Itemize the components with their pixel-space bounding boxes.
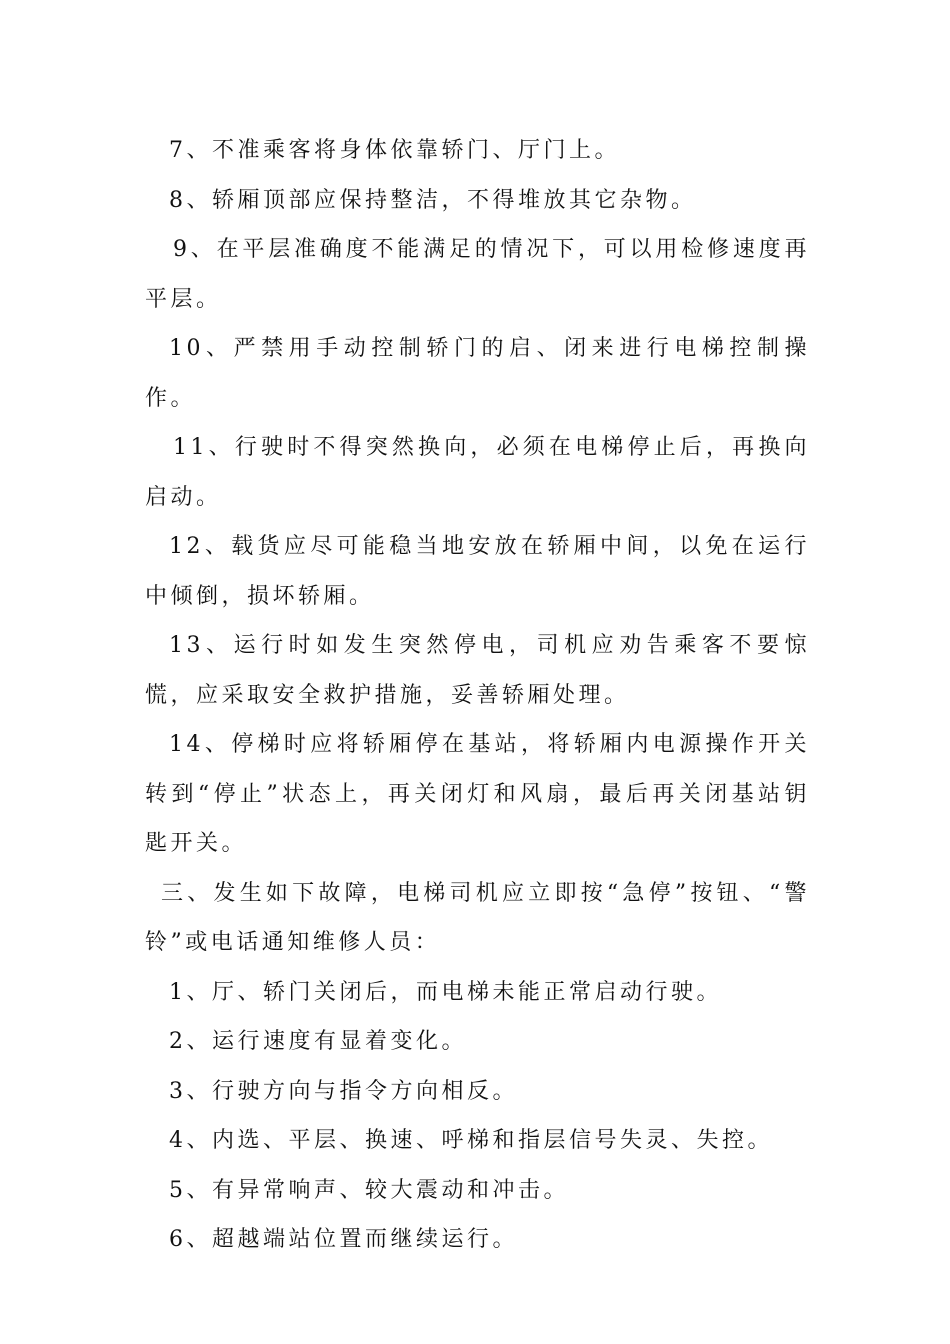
fault-item-5: 5、有异常响声、较大震动和冲击。 xyxy=(169,1177,569,1203)
rule-item-14: 14、停梯时应将轿厢停在基站，将轿厢内电源操作开关转到“停止”状态上，再关闭灯和风扇，最后再关闭基站钥匙开关。 xyxy=(145,732,810,856)
rule-item-7: 7、不准乘客将身体依靠轿门、厅门上。 xyxy=(169,138,620,163)
fault-item-3: 3、行驶方向与指令方向相反。 xyxy=(169,1078,518,1104)
fault-item-4: 4、内选、平层、换速、呼梯和指层信号失灵、失控。 xyxy=(169,1128,773,1153)
rule-item-13: 13、运行时如发生突然停电，司机应劝告乘客不要惊慌，应采取安全救护措施，妥善轿厢处理。 xyxy=(145,633,810,708)
fault-item-2: 2、运行速度有显着变化。 xyxy=(169,1029,467,1054)
rule-item-10: 10、严禁用手动控制轿门的启、闭来进行电梯控制操作。 xyxy=(145,336,810,411)
fault-item-6: 6、超越端站位置而继续运行。 xyxy=(169,1227,518,1252)
section-heading-3: 三、发生如下故障，电梯司机应立即按“急停”按钮、“警铃”或电话通知维修人员： xyxy=(145,880,810,955)
rule-item-12: 12、载货应尽可能稳当地安放在轿厢中间，以免在运行中倾倒，损坏轿厢。 xyxy=(145,534,810,609)
rule-item-9: 9、在平层准确度不能满足的情况下，可以用检修速度再平层。 xyxy=(145,237,810,312)
document-page xyxy=(145,126,810,1265)
rule-item-11: 11、行驶时不得突然换向，必须在电梯停止后，再换向启动。 xyxy=(145,435,810,510)
rule-item-8: 8、轿厢顶部应保持整洁，不得堆放其它杂物。 xyxy=(169,187,697,213)
fault-item-1: 1、厅、轿门关闭后，而电梯未能正常启动行驶。 xyxy=(169,979,722,1005)
